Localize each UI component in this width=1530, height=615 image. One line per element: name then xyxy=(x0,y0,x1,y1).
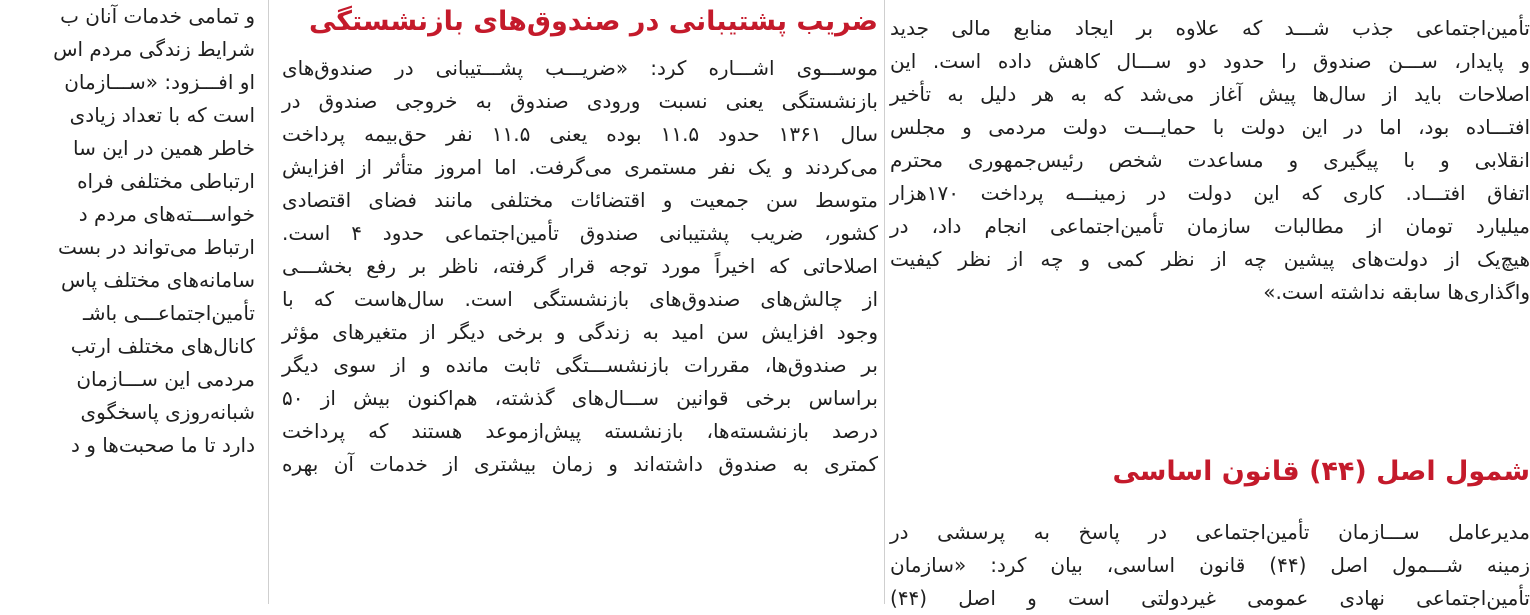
text-line: دارد تا ما صحبت‌ها و د xyxy=(70,433,255,457)
text-line: بر صندوق‌ها، مقررات بازنشســـتگی ثابت مانده و از سوی دیگر xyxy=(282,353,878,377)
text-line: و پایدار، ســـن صندوق را حدود دو ســـال کاهش داده است. این xyxy=(890,49,1530,73)
text-line: مردمی این ســـازمان xyxy=(76,367,255,391)
text-line: سامانه‌های مختلف پاس xyxy=(60,268,255,292)
text-line: سال ۱۳۶۱ حدود ۱۱.۵ بوده یعنی ۱۱.۵ نفر حق‌بیمه پرداخت xyxy=(282,122,878,146)
text-line: اصلاحات باید از سال‌ها پیش آغاز می‌شد که به هر دلیل به تأخیر xyxy=(890,82,1530,106)
text-line: او افـــزود: «ســـازمان xyxy=(64,70,255,94)
text-line: است که با تعداد زیادی xyxy=(69,103,255,127)
left-column-body xyxy=(0,0,255,462)
text-line: افتـــاده بود، اما در این دولت با حمایـــت دولت مردمی و مجلس xyxy=(890,115,1530,139)
text-line: کشور، ضریب پشتیبانی صندوق تأمین‌اجتماعی حدود ۴ است. xyxy=(282,221,879,245)
right-column xyxy=(890,0,1530,610)
text-line: خاطر همین در این سا xyxy=(73,136,255,160)
column-divider xyxy=(884,0,885,604)
text-line: متوسط سن جمعیت و اقتضائات مختلفی مانند فضای اقتصادی xyxy=(282,188,878,212)
section-heading: ضریب پشتیبانی در صندوق‌های بازنشستگی xyxy=(308,6,878,37)
text-line: اصلاحاتی که اخیراً مورد توجه قرار گرفته، ناظر بر رفع بخشـــی xyxy=(282,254,878,278)
right-column-body-top xyxy=(890,12,1530,309)
text-line: انقلابی و با پیگیری و مساعدت شخص رئیس‌جمهوری محترم xyxy=(890,148,1530,172)
text-line: واگذاری‌ها سابقه نداشته است.» xyxy=(1263,280,1530,304)
text-line: بازنشستگی یعنی نسبت ورودی صندوق به خروجی صندوق در xyxy=(282,89,878,113)
column-divider xyxy=(268,0,269,604)
text-line: تأمین‌اجتماعی نهادی عمومی غیردولتی است و اصل (۴۴) xyxy=(890,586,1530,610)
text-line: درصد بازنشسته‌ها، بازنشسته پیش‌ازموعد هستند که پرداخت xyxy=(282,419,878,443)
text-line: موســـوی اشـــاره کرد: «ضریـــب پشـــتیبانی در صندوق‌های xyxy=(282,56,878,80)
text-line: تأمین‌اجتماعـــی باشـ xyxy=(82,301,255,325)
text-line: زمینه شـــمول اصل (۴۴) قانون اساسی، بیان کرد: «سازمان xyxy=(890,553,1530,577)
text-line: می‌کردند و یک نفر مستمری می‌گرفت. اما امروز متأثر از افزایش xyxy=(282,155,878,179)
left-column xyxy=(0,0,255,604)
right-column-body-bottom xyxy=(890,516,1530,615)
section-heading: شمول اصل (۴۴) قانون اساسی xyxy=(1112,456,1530,487)
text-line: شبانه‌روزی پاسخگوی xyxy=(80,400,255,424)
text-line: ارتباط می‌تواند در بست xyxy=(58,235,255,259)
text-line: شرایط زندگی مردم اس xyxy=(53,37,255,61)
middle-column-body xyxy=(282,52,878,481)
text-line: کانال‌های مختلف ارتب xyxy=(70,334,255,358)
text-line: اتفاق افتـــاد. کاری که این دولت در زمینـــه پرداخت ۱۷۰هزار xyxy=(890,181,1530,205)
text-line: میلیارد تومان از مطالبات سازمان تأمین‌اجتماعی انجام داد، در xyxy=(890,214,1530,238)
text-line: کمتری به صندوق داشته‌اند و زمان بیشتری از خدمات آن بهره xyxy=(282,452,878,476)
text-line: مدیرعامل ســـازمان تأمین‌اجتماعی در پاسخ به پرسشی در xyxy=(890,520,1530,544)
text-line: تأمین‌اجتماعی جذب شـــد که علاوه بر ایجاد منابع مالی جدید xyxy=(890,16,1530,40)
text-line: براساس برخی قوانین ســـال‌های گذشته، هم‌اکنون بیش از ۵۰ xyxy=(282,386,878,410)
text-line: وجود افزایش سن امید به زندگی و برخی دیگر از متغیرهای مؤثر xyxy=(282,320,878,344)
text-line: ارتباطی مختلفی فراه xyxy=(77,169,255,193)
text-line: و تمامی خدمات آنان ب xyxy=(60,4,255,28)
middle-column xyxy=(282,0,878,604)
text-line: خواســـته‌های مردم د xyxy=(78,202,255,226)
text-line: هیچ‌یک از دولت‌های پیشین چه از نظر کمی و چه از نظر کیفیت xyxy=(890,247,1530,271)
text-line: از چالش‌های صندوق‌های بازنشستگی است. سال‌هاست که با xyxy=(282,287,878,311)
